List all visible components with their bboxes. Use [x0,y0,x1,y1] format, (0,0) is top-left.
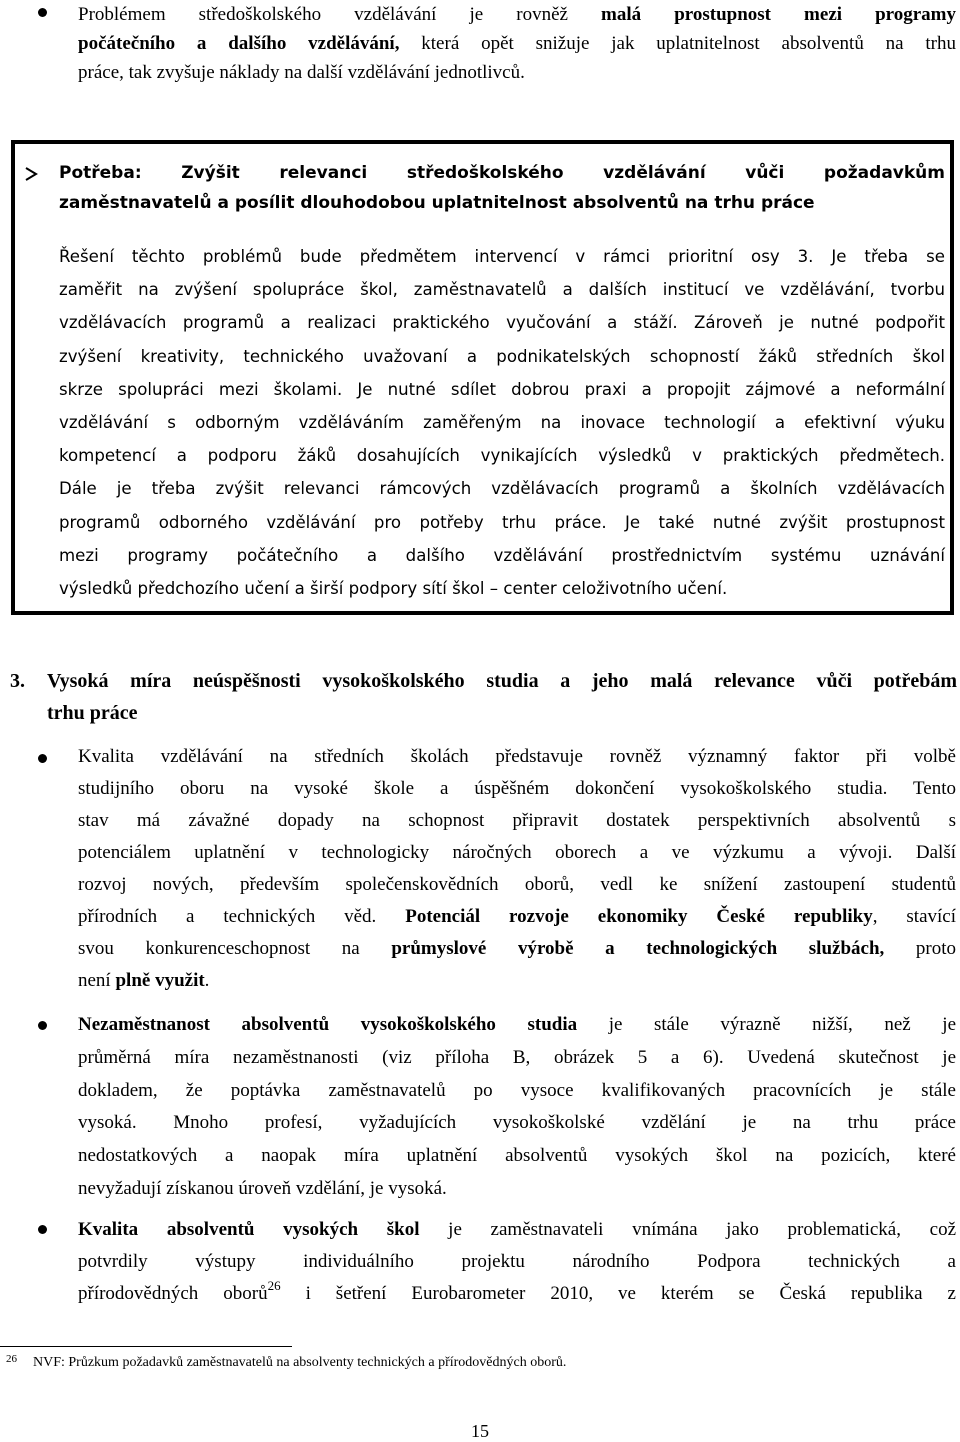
box-line: Dále je třeba zvýšit relevanci rámcových vzdělávacích programů a školních vzdělávacích [59,479,945,499]
box-line: zvýšení kreativity, technického uvažovaní a podnikatelských schopností žáků středních škol [59,346,945,366]
box-line: vzdělávání s odborným vzděláváním zaměřeným na inovace technologií a efektivní výuku [59,413,945,433]
need-line: Potřeba: Zvýšit relevanci středoškolského vzdělávání vůči požadavkům [59,163,945,183]
bullet-a-line: studijního oboru na vysoké škole a úspěšném dokončení vysokoškolského studia. Tento [78,778,956,799]
box-line: vzdělávacích programů a realizaci praktického vyučování a stáží. Zároveň je nutné podpořit [59,313,945,333]
bullet-icon [38,8,47,17]
box-paragraph [59,240,945,605]
bullet-b-line: vysoká. Mnoho profesí, vyžadujících vysokoškolské vzdělání je na trhu práce [78,1112,956,1134]
bullet-b-line: nedostatkových a naopak míra uplatnění absolventů vysokých škol na pozicích, které [78,1145,956,1167]
bullet-c-line: Kvalita absolventů vysokých škol je zaměstnavateli vnímána jako problematická, což [78,1219,957,1240]
box-line: zaměřit na zvýšení spolupráce škol, zaměstnavatelů a dalších institucí ve vzdělávání, tvorbu [59,280,945,300]
bullet-a-line: stav má závažné dopady na schopnost připravit dostatek perspektivních absolventů s [78,810,956,831]
section-title-line: Vysoká míra neúspěšnosti vysokoškolského studia a jeho malá relevance vůči potřebám [47,670,957,692]
section-heading [47,665,957,729]
intro-line: Problémem středoškolského vzdělávání je rovněž malá prostupnost mezi programy [78,4,957,25]
bullet-c-line: přírodovědných oborů$^{26}$ i šetření Eurobarometer 2010, ve kterém se Česká republika z [78,1278,956,1304]
bullet-a-paragraph [78,741,956,997]
page-number: 15 [471,1421,489,1441]
section-title-line: trhu práce [47,702,138,724]
bullet-b-line: průměrná míra nezaměstnanosti (viz příloha B, obrázek 5 a 6). Uvedená skutečnost je [78,1046,956,1068]
section-number: 3. [10,670,25,692]
box-line: skrze spolupráci mezi školami. Je nutné sdílet dobrou praxi a propojit zájmové a neformální [59,379,945,399]
footnote-mark: 26 [6,1353,17,1365]
bullet-icon [38,754,47,763]
bullet-c-line: potvrdily výstupy individuálního projektu národního Podpora technických a [78,1251,956,1272]
intro-line: práce, tak zvyšuje náklady na další vzdělávání jednotlivců. [78,62,525,83]
intro-line: počátečního a dalšího vzdělávání, která opět snižuje jak uplatnitelnost absolventů na trhu [78,33,957,54]
box-line: kompetencí a podporu žáků dosahujících vynikajících výsledků v praktických předmětech. [59,446,945,466]
intro-paragraph [78,0,956,87]
bullet-a-line: přírodních a technických věd. Potenciál rozvoje ekonomiky České republiky, stavící [78,906,956,927]
need-line: zaměstnavatelů a posílit dlouhodobou uplatnitelnost absolventů na trhu práce [59,193,815,213]
footnote-text: NVF: Průzkum požadavků zaměstnavatelů na absolventy technických a přírodovědných oborů. [33,1355,567,1370]
bullet-a-line: potenciálem uplatnění v technologicky náročných oborech a ve výzkumu a vývoji. Další [78,842,956,863]
bullet-icon [38,1225,47,1234]
bullet-a-line: svou konkurenceschopnost na průmyslové výrobě a technologických službách, proto [78,938,957,959]
bullet-a-line: není plně využit. [78,970,210,991]
box-line: mezi programy počátečního a dalšího vzdělávání prostřednictvím systému uznávání [59,545,945,565]
box-line: programů odborného vzdělávání pro potřeby trhu práce. Je také nutné zvýšit prostupnost [59,512,945,532]
box-line: Řešení těchto problémů bude předmětem intervencí v rámci prioritní osy 3. Je třeba se [59,247,945,266]
bullet-b-line: nevyžadují získanou úroveň vzdělání, je vysoká. [78,1177,447,1199]
bullet-b-line: Nezaměstnanost absolventů vysokoškolského studia je stále výrazně nižší, než je [78,1014,956,1035]
bullet-icon [38,1021,47,1030]
box-line: výsledků předchozího učení a širší podpory sítí škol – center celoživotního učení. [59,579,728,599]
arrow-bullet-icon [24,166,38,182]
bullet-b-line: dokladem, že poptávka zaměstnavatelů po vysoce kvalifikovaných pracovnících je stále [78,1079,956,1101]
bullet-c-paragraph [78,1214,956,1310]
need-heading [59,158,945,218]
bullet-a-line: rozvoj nových, především společenskovědních oborů, vedl ke snížení zastoupení studentů [78,874,956,895]
bullet-b-paragraph [78,1009,956,1206]
footnote-rule [0,1346,292,1347]
bullet-a-line: Kvalita vzdělávání na středních školách představuje rovněž významný faktor při volbě [78,746,956,767]
footnote-ref: 26 [267,1278,281,1293]
